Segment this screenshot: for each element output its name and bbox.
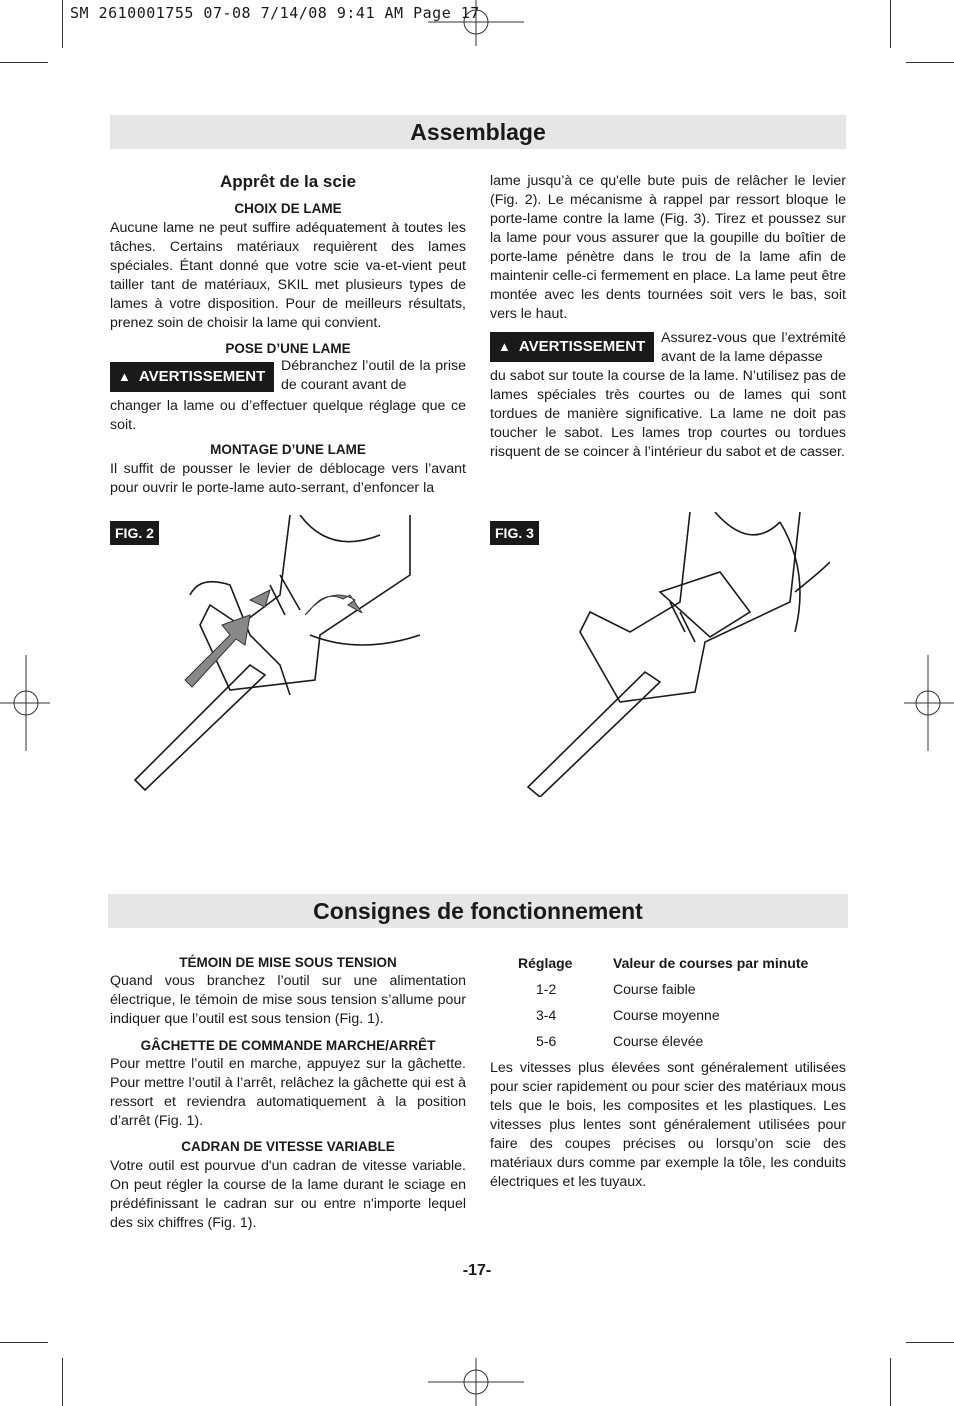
table-cell: 3-4 [536,1007,557,1023]
paragraph-cadran: Votre outil est pourvue d'un cadran de vitesse variable. On peut régler la course de la lame durant le sciage en prédéfinissant le cadran sur ou entre n'importe lequel des six chiffres (Fig. 1). [110,1158,466,1231]
warning-badge-2: ▲ AVERTISSEMENT [490,332,654,362]
table-cell: Course moyenne [613,1007,720,1023]
table-cell: 5-6 [536,1033,557,1049]
heading-gachette: GÂCHETTE DE COMMANDE MARCHE/ARRÊT [140,1038,436,1053]
heading-montage: MONTAGE D’UNE LAME [210,442,366,457]
warning2-rest: du sabot sur toute la course de la lame. N’utilisez pas de lames spéciales très courtes ou de lames qui sont tordues de manière significative. La lame ne doit pas toucher le sabot. Les lames trop courtes ou tordues risquent de se coincer à l’intérieur du sabot et de casser. [490,368,846,460]
section-title-assemblage: Assemblage [110,115,846,149]
table-cell: Course élevée [613,1033,704,1049]
paragraph-gachette: Pour mettre l’outil en marche, appuyez sur la gâchette. Pour mettre l’outil à l’arrêt, relâchez la gâchette qui est à ressort et reviendra automatiquement à la position d’arrêt (Fig. 1). [110,1056,466,1129]
table-cell: 1-2 [536,981,557,997]
paragraph-montage: Il suffit de pousser le levier de déblocage vers l’avant pour ouvrir le porte-lame auto-serrant, d’enfoncer la [110,461,466,496]
paragraph-temoin: Quand vous branchez l’outil sur une alimentation électrique, le témoin de mise sous tension s’allume pour indiquer que l’outil est sous tension (Fig. 1). [110,973,466,1027]
fig2-illustration [130,515,420,795]
heading-cadran: CADRAN DE VITESSE VARIABLE [181,1139,395,1154]
heading-choix: CHOIX DE LAME [234,201,342,216]
subtitle-appret: Apprêt de la scie [219,172,357,191]
table-row [518,1002,808,1028]
section-title-consignes: Consignes de fonctionnement [108,894,848,928]
fig3-illustration [520,512,830,797]
table-header-row [518,950,808,976]
table-row [518,1028,808,1054]
pose-warning-rest: changer la lame ou d’effectuer quelque réglage que ce soit. [110,398,466,433]
speed-table [518,950,808,1054]
pose-warning-side: Débranchez l’outil de la prise de courant avant de [281,358,466,393]
fig3-label: FIG. 3 [490,521,539,545]
paragraph-montage-cont: lame jusqu’à ce qu'elle bute puis de relâcher le levier (Fig. 2). Le mécanisme à rappel par ressort bloque le porte-lame contre la lame (Fig. 3). Tirez et poussez sur la lame pour vous assurer que la goupille du boîtier de porte-lame pénètre dans le trou de la lame afin de maintenir celle-ci fermement en place. La lame peut être montée avec les dents tournées soit vers le bas, soit vers le haut. [490,173,846,322]
heading-temoin: TÉMOIN DE MISE SOUS TENSION [179,955,397,970]
warning-icon: ▲ [498,339,511,354]
heading-pose: POSE D’UNE LAME [225,341,351,356]
column-header: Réglage [518,955,573,971]
warning-icon: ▲ [118,369,131,384]
column-header: Valeur de courses par minute [613,955,809,971]
print-slug: SM 2610001755 07-08 7/14/08 9:41 AM Page 17 [70,4,480,22]
paragraph-choix: Aucune lame ne peut suffire adéquatement à toutes les tâches. Certains matériaux requièrent des lames spéciales. Étant donné que votre scie va-et-vient peut tailler tant de matériaux, SKIL met plusieurs types de lames à votre disposition. Pour de meilleurs résultats, prenez soin de choisir la lame qui convient. [110,220,466,331]
fig2-label: FIG. 2 [110,521,159,545]
paragraph-speeds: Les vitesses plus élevées sont généralement utilisées pour scier rapidement ou pour scier des matériaux mous tels que le bois, les composites et les plastiques. Les vitesses plus lentes sont généralement utilisées pour faire des coupes précises ou lorsqu’on scie des matériaux durs comme par exemple la tôle, les conduits électriques et les tuyaux. [490,1060,846,1190]
table-row [518,976,808,1002]
page-number: -17- [462,1262,492,1279]
warning-badge: ▲ AVERTISSEMENT [110,362,274,392]
warning2-side: Assurez-vous que l’extrémité avant de la lame dépasse [661,330,846,365]
table-cell: Course faible [613,981,696,997]
